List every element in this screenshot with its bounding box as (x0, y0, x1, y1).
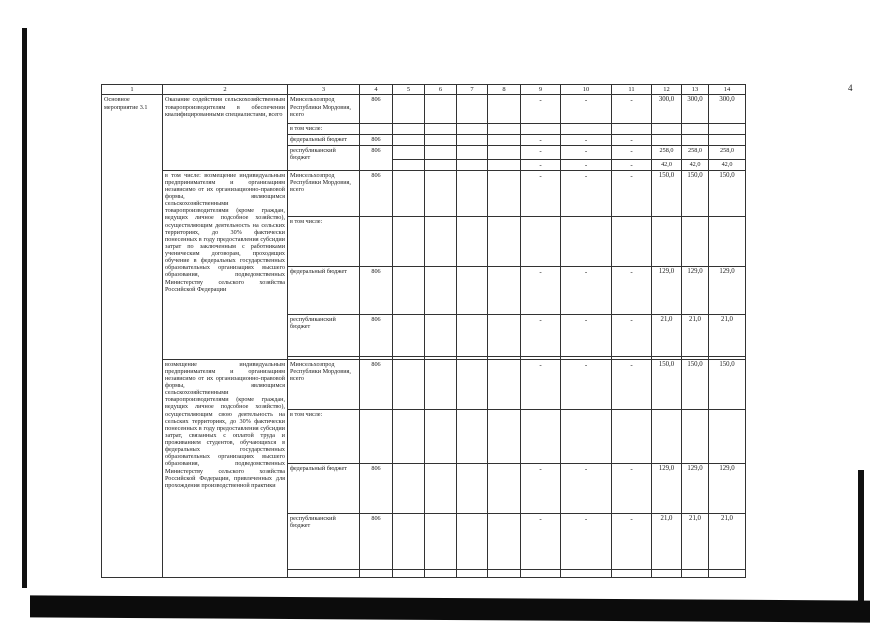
value-cell: 42,0 (709, 159, 746, 170)
scan-border-right (858, 470, 864, 620)
header-cell: 7 (457, 85, 488, 95)
scan-border-bottom (30, 595, 870, 622)
value-cell: 42,0 (652, 159, 682, 170)
dash-cell: - (612, 170, 652, 216)
code-cell: 806 (360, 266, 393, 314)
value-cell: 300,0 (652, 95, 682, 124)
value-cell: 21,0 (652, 513, 682, 569)
header-cell: 4 (360, 85, 393, 95)
dash-cell: - (561, 463, 612, 513)
code-cell: 806 (360, 134, 393, 145)
value-cell: 300,0 (682, 95, 709, 124)
dash-cell: - (521, 513, 561, 569)
value-cell: 300,0 (709, 95, 746, 124)
dash-cell: - (561, 159, 612, 170)
value-cell: 150,0 (652, 359, 682, 409)
dash-cell: - (612, 95, 652, 124)
code-cell: 806 (360, 314, 393, 356)
table-row (102, 359, 746, 409)
header-cell: 1 (102, 85, 163, 95)
code-cell: 806 (360, 463, 393, 513)
header-cell: 8 (488, 85, 521, 95)
dash-cell: - (612, 513, 652, 569)
dash-cell: - (521, 145, 561, 159)
table-row (102, 170, 746, 216)
dash-cell: - (521, 359, 561, 409)
dash-cell: - (612, 266, 652, 314)
value-cell: 21,0 (682, 314, 709, 356)
value-cell: 42,0 (682, 159, 709, 170)
code-cell: 806 (360, 513, 393, 569)
source-label: республиканский бюджет (288, 145, 360, 170)
dash-cell: - (561, 95, 612, 124)
dash-cell: - (561, 314, 612, 356)
dash-cell: - (612, 134, 652, 145)
header-cell: 11 (612, 85, 652, 95)
value-cell: 129,0 (709, 266, 746, 314)
sub1-description: в том числе: возмещение индивидуальным предпринимателям и организациям независимо от их организационно-правовой формы, являющимся сельскохозяйственными товаропроизводителями (кроме граждан, ведущих личное подсобное хозяйство), осуществляющим деятельность на сельских территориях, до 30% фактически понесенных в году предоставления субсидии затрат по заключенным с работниками ученическим договорам, проходящих обучение в федеральных государственных образовательных организациях высшего образования, подведомственных Министерству сельского хозяйства Российской Федерации (163, 170, 288, 359)
dash-cell: - (612, 359, 652, 409)
source-label: республиканский бюджет (288, 314, 360, 356)
dash-cell: - (612, 159, 652, 170)
source-label: в том числе: (288, 124, 360, 134)
dash-cell: - (612, 145, 652, 159)
source-label: федеральный бюджет (288, 134, 360, 145)
dash-cell: - (561, 145, 612, 159)
activity-name: Основное мероприятие 3.1 (102, 95, 163, 577)
dash-cell: - (561, 359, 612, 409)
source-label: Минсельхозпрод Республики Мордовия, всего (288, 170, 360, 216)
page-number: 4 (848, 83, 853, 93)
value-cell: 21,0 (682, 513, 709, 569)
value-cell: 150,0 (682, 170, 709, 216)
dash-cell: - (521, 266, 561, 314)
header-cell: 14 (709, 85, 746, 95)
dash-cell: - (521, 95, 561, 124)
dash-cell: - (521, 170, 561, 216)
value-cell: 129,0 (652, 463, 682, 513)
value-cell: 129,0 (682, 266, 709, 314)
code-cell: 806 (360, 170, 393, 216)
source-label: Минсельхозпрод Республики Мордовия, всего (288, 95, 360, 124)
value-cell: 129,0 (709, 463, 746, 513)
dash-cell: - (561, 513, 612, 569)
dash-cell: - (521, 134, 561, 145)
header-cell: 13 (682, 85, 709, 95)
value-cell: 129,0 (682, 463, 709, 513)
header-row (102, 85, 746, 95)
value-cell: 21,0 (709, 513, 746, 569)
value-cell: 21,0 (652, 314, 682, 356)
header-cell: 10 (561, 85, 612, 95)
header-cell: 12 (652, 85, 682, 95)
code-cell: 806 (360, 359, 393, 409)
code-cell: 806 (360, 95, 393, 124)
program-table (101, 84, 746, 578)
dash-cell: - (521, 314, 561, 356)
dash-cell: - (561, 170, 612, 216)
value-cell: 258,0 (652, 145, 682, 159)
code-cell: 806 (360, 145, 393, 170)
dash-cell: - (561, 266, 612, 314)
value-cell: 150,0 (652, 170, 682, 216)
value-cell: 21,0 (709, 314, 746, 356)
dash-cell: - (612, 463, 652, 513)
value-cell: 150,0 (709, 359, 746, 409)
value-cell: 258,0 (709, 145, 746, 159)
scan-border-left (22, 28, 27, 588)
header-cell: 6 (425, 85, 457, 95)
header-cell: 2 (163, 85, 288, 95)
value-cell: 258,0 (682, 145, 709, 159)
dash-cell: - (561, 134, 612, 145)
source-label: федеральный бюджет (288, 463, 360, 513)
source-label: Минсельхозпрод Республики Мордовия, всего (288, 359, 360, 409)
dash-cell: - (612, 314, 652, 356)
value-cell: 129,0 (652, 266, 682, 314)
header-cell: 3 (288, 85, 360, 95)
value-cell: 150,0 (709, 170, 746, 216)
header-cell: 5 (393, 85, 425, 95)
sub2-description: возмещение индивидуальным предпринимателям и организациям независимо от их организационно-правовой формы, являющимся сельскохозяйственными товаропроизводителями (кроме граждан, ведущих личное подсобное хозяйство), осуществляющим свою деятельность на сельских территориях, до 30% фактически понесенных в году предоставления субсидии затрат, связанных с оплатой труда и проживанием студентов, обучающихся в федеральных государственных образовательных организациях высшего образования, подведомственных Министерству сельского хозяйства Российской Федерации, привлеченных для прохождения производственной практики (163, 359, 288, 577)
source-label: в том числе: (288, 409, 360, 463)
dash-cell: - (521, 159, 561, 170)
source-label: федеральный бюджет (288, 266, 360, 314)
source-label: в том числе: (288, 216, 360, 266)
source-label: республиканский бюджет (288, 513, 360, 569)
header-cell: 9 (521, 85, 561, 95)
dash-cell: - (521, 463, 561, 513)
main-description: Оказание содействия сельскохозяйственным товаропроизводителям в обеспечении квалифицированными специалистами, всего (163, 95, 288, 170)
table-row (102, 95, 746, 124)
value-cell: 150,0 (682, 359, 709, 409)
